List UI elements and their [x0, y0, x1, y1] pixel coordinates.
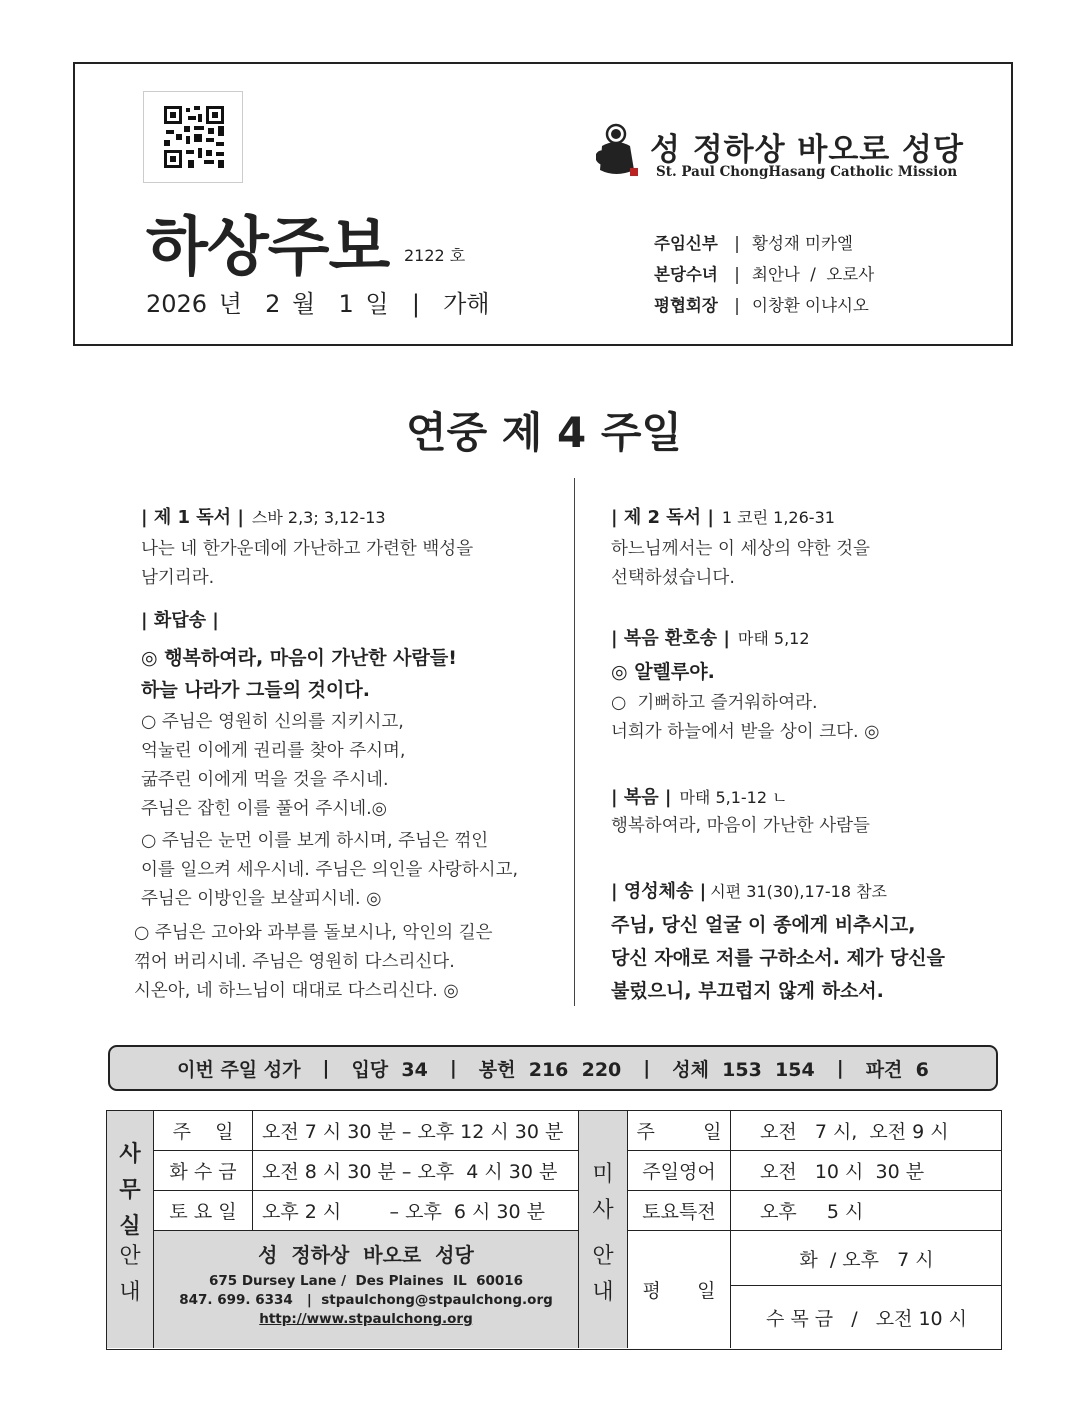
hymn-separator: | — [322, 1057, 330, 1079]
hymn-separator: | — [449, 1057, 457, 1079]
office-hours-value: 오후 2 시 – 오후 6 시 30 분 — [262, 1201, 545, 1223]
first-reading-ref: 스바 2,3; 3,12-13 — [251, 508, 386, 527]
office-hours-value: 오전 8 시 30 분 – 오후 4 시 30 분 — [262, 1161, 558, 1183]
church-name-korean: 성 정하상 바오로 성당 — [650, 132, 964, 168]
church-name-english: St. Paul ChongHasang Catholic Mission — [656, 164, 958, 180]
communion-antiphon-heading — [611, 877, 887, 903]
hymn-separator: | — [836, 1057, 844, 1079]
office-day-label: 화 수 금 — [154, 1151, 253, 1190]
staff-name: 이창환 이냐시오 — [752, 296, 869, 315]
office-day-label: 토 요 일 — [154, 1191, 253, 1230]
bulletin-title: 하상주보 — [146, 211, 390, 285]
second-reading-heading — [611, 503, 835, 529]
hymn-entrance: 입당 34 — [351, 1058, 428, 1081]
staff-row-sister — [654, 261, 874, 285]
alleluia-label: | 복음 환호송 | — [611, 628, 730, 649]
office-hours-row — [154, 1191, 578, 1231]
office-side-label-bottom: 안 내 — [119, 1244, 141, 1305]
saint-logo-icon — [592, 120, 644, 180]
psalm-label: | 화답송 | — [141, 610, 219, 631]
hymn-title: 이번 주일 성가 — [177, 1058, 301, 1081]
office-side-label — [107, 1111, 154, 1348]
mass-time-value: 오전 7 시, 오전 9 시 — [760, 1121, 949, 1143]
staff-name: 최안나 / 오로사 — [752, 265, 875, 284]
column-divider — [574, 478, 575, 1006]
gospel-label: | 복음 | — [611, 787, 672, 808]
staff-role: 본당수녀 — [654, 265, 718, 284]
first-reading-heading — [141, 503, 386, 529]
weekday-mass-label: 평 일 — [628, 1231, 731, 1348]
communion-antiphon-ref: 시편 31(30),17-18 참조 — [710, 882, 888, 901]
weekday-mass-time: 화 / 오후 7 시 — [731, 1231, 1002, 1286]
staff-role: 평협회장 — [654, 296, 718, 315]
psalm-verse-2: ○ 주님은 눈먼 이를 보게 하시며, 주님은 꺾인 이를 일으켜 세우시네. 주님은 의인을 사랑하시고, 주님은 이방인을 보살피시네. ◎ — [141, 831, 519, 909]
mass-day-label: 주 일 — [628, 1111, 731, 1150]
alleluia-verse: ○ 기뻐하고 즐거워하여라. 너희가 하늘에서 받을 상이 크다. ◎ — [611, 693, 880, 742]
staff-separator: | — [734, 265, 740, 284]
first-reading-label: | 제 1 독서 | — [141, 507, 244, 528]
contact-website-link[interactable]: http://www.stpaulchong.org — [259, 1311, 473, 1327]
mass-time-row — [628, 1111, 1002, 1151]
mass-time-row — [628, 1191, 1002, 1231]
mass-side-label — [578, 1111, 628, 1348]
staff-separator: | — [734, 234, 740, 253]
mass-day-label: 주일영어 — [628, 1151, 731, 1190]
contact-church-name: 성 정하상 바오로 성당 — [258, 1243, 474, 1267]
gospel-heading — [611, 783, 788, 809]
psalm-verse-3: ○ 주님은 고아와 과부를 돌보시나, 악인의 길은 꺾어 버리시네. 주님은 영원히 다스리신다. 시온아, 네 하느님이 대대로 다스리신다. ◎ — [134, 923, 493, 1001]
second-reading-ref: 1 코린 1,26-31 — [721, 508, 835, 527]
mass-side-label-bottom: 안 내 — [592, 1244, 614, 1305]
staff-separator: | — [734, 296, 740, 315]
info-table — [106, 1110, 1002, 1350]
second-reading-text: 하느님께서는 이 세상의 약한 것을 선택하셨습니다. — [611, 539, 870, 588]
hymn-bar — [108, 1045, 998, 1091]
office-hours-value: 오전 7 시 30 분 – 오후 12 시 30 분 — [262, 1121, 564, 1143]
communion-antiphon-text: 주님, 당신 얼굴 이 종에게 비추시고, 당신 자애로 저를 구하소서. 제가 당신을 불렀으니, 부끄럽지 않게 하소서. — [611, 914, 945, 1002]
mass-side-label-top: 미 사 — [592, 1162, 614, 1223]
alleluia-response: ◎ 알렐루야. — [611, 661, 715, 683]
psalm-heading — [141, 606, 219, 632]
date-line: 2026 년 2 월 1 일 | 가해 — [146, 290, 490, 318]
communion-antiphon-label: | 영성체송 | — [611, 881, 707, 902]
hymn-offertory: 봉헌 216 220 — [478, 1058, 622, 1081]
office-day-label: 주 일 — [154, 1111, 253, 1150]
alleluia-heading — [611, 624, 810, 650]
staff-row-council-president — [654, 292, 869, 316]
first-reading-text: 나는 네 한가운데에 가난하고 가련한 백성을 남기리라. — [141, 539, 474, 588]
staff-row-pastor — [654, 230, 853, 254]
staff-name: 황성재 미카엘 — [752, 234, 853, 253]
office-side-label-top: 사 무 실 — [119, 1142, 141, 1239]
staff-role: 주임신부 — [654, 234, 718, 253]
contact-block — [154, 1231, 578, 1348]
hymn-separator: | — [643, 1057, 651, 1079]
mass-time-value: 오전 10 시 30 분 — [760, 1161, 925, 1183]
psalm-verse-1: ○ 주님은 영원히 신의를 지키시고, 억눌린 이에게 권리를 찾아 주시며, 굶주린 이에게 먹을 것을 주시네. 주님은 잡힌 이를 풀어 주시네.◎ — [141, 712, 406, 819]
contact-address: 675 Dursey Lane / Des Plaines IL 60016 — [208, 1273, 524, 1289]
mass-time-row — [628, 1151, 1002, 1191]
issue-number: 2122 호 — [404, 246, 466, 265]
qr-code-icon — [164, 106, 224, 168]
mass-day-label: 토요특전 — [628, 1191, 731, 1230]
sunday-title: 연중 제 4 주일 — [406, 408, 682, 457]
mass-time-value: 오후 5 시 — [760, 1201, 864, 1223]
contact-phone-email[interactable]: 847. 699. 6334 | stpaulchong@stpaulchong.org — [179, 1292, 553, 1308]
weekday-mass-time: 수 목 금 / 오전 10 시 — [765, 1307, 968, 1330]
psalm-response: ◎ 행복하여라, 마음이 가난한 사람들! 하늘 나라가 그들의 것이다. — [141, 647, 457, 701]
gospel-text: 행복하여라, 마음이 가난한 사람들 — [611, 816, 870, 836]
alleluia-ref: 마태 5,12 — [737, 629, 810, 648]
second-reading-label: | 제 2 독서 | — [611, 507, 714, 528]
office-hours-row — [154, 1151, 578, 1191]
hymn-communion: 성체 153 154 — [672, 1058, 815, 1081]
gospel-ref: 마태 5,1-12 ㄴ — [679, 788, 788, 807]
hymn-dismissal: 파견 6 — [865, 1058, 929, 1081]
qr-code[interactable] — [143, 91, 243, 183]
office-hours-row — [154, 1111, 578, 1151]
